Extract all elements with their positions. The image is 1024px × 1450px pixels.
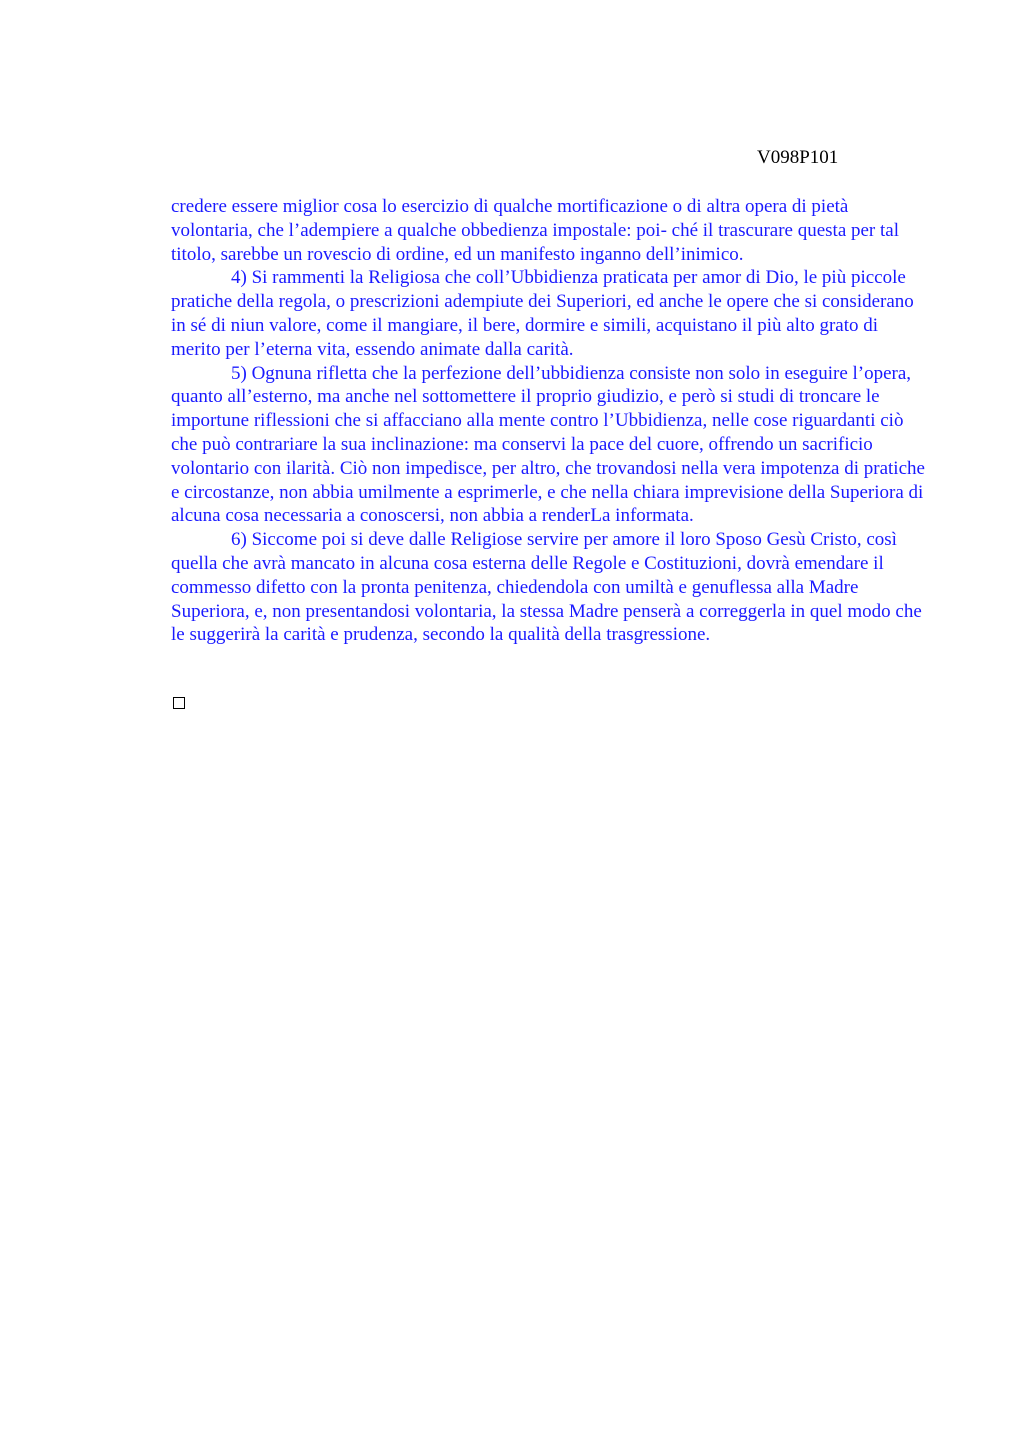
- document-body: [171, 195, 931, 647]
- paragraph-item-4: 4) Si rammenti la Religiosa che coll’Ubbidienza praticata per amor di Dio, le più piccole pratiche della regola, o prescrizioni adempiute dei Superiori, ed anche le opere che si considerano in sé di niun valore, come il mangiare, il bere, dormire e simili, acquistano il più alto grato di merito per l’eterna vita, essendo animate dalla carità.: [171, 267, 914, 360]
- page-identifier: V098P101: [757, 147, 839, 168]
- paragraph-item-6: 6) Siccome poi si deve dalle Religiose servire per amore il loro Sposo Gesù Cristo, così quella che avrà mancato in alcuna cosa esterna delle Regole e Costituzioni, dovrà emendare il commesso difetto con la pronta penitenza, chiedendola con umiltà e genuflessa alla Madre Superiora, e, non presentandosi volontaria, la stessa Madre penserà a correggerla in quel modo che le suggerirà la carità e prudenza, secondo la qualità della trasgressione.: [171, 529, 922, 646]
- paragraph-item-5: 5) Ognuna rifletta che la perfezione dell’ubbidienza consiste non solo in eseguire l’opera, quanto all’esterno, ma anche nel sottomettere il proprio giudizio, e però si studi di troncare le importune riflessioni che si affacciano alla mente contro l’Ubbidienza, nelle cose riguardanti ciò che può contrariare la sua inclinazione: ma conservi la pace del cuore, offrendo un sacrificio volontario con ilarità. Ciò non impedisce, per altro, che trovandosi nella vera impotenza di pratiche e circostanze, non abbia umilmente a esprimerle, e che nella chiara imprevisione della Superiora di alcuna cosa necessaria a conoscersi, non abbia a renderLa informata.: [171, 362, 925, 527]
- end-of-text-box-icon: [173, 697, 185, 709]
- paragraph-continuation: credere essere miglior cosa lo esercizio di qualche mortificazione o di altra opera di pietà volontaria, che l’adempiere a qualche obbedienza impostale: poi- ché il trascurare questa per tal titolo, sarebbe un rovescio di ordine, ed un manifesto inganno dell’inimico.: [171, 196, 900, 265]
